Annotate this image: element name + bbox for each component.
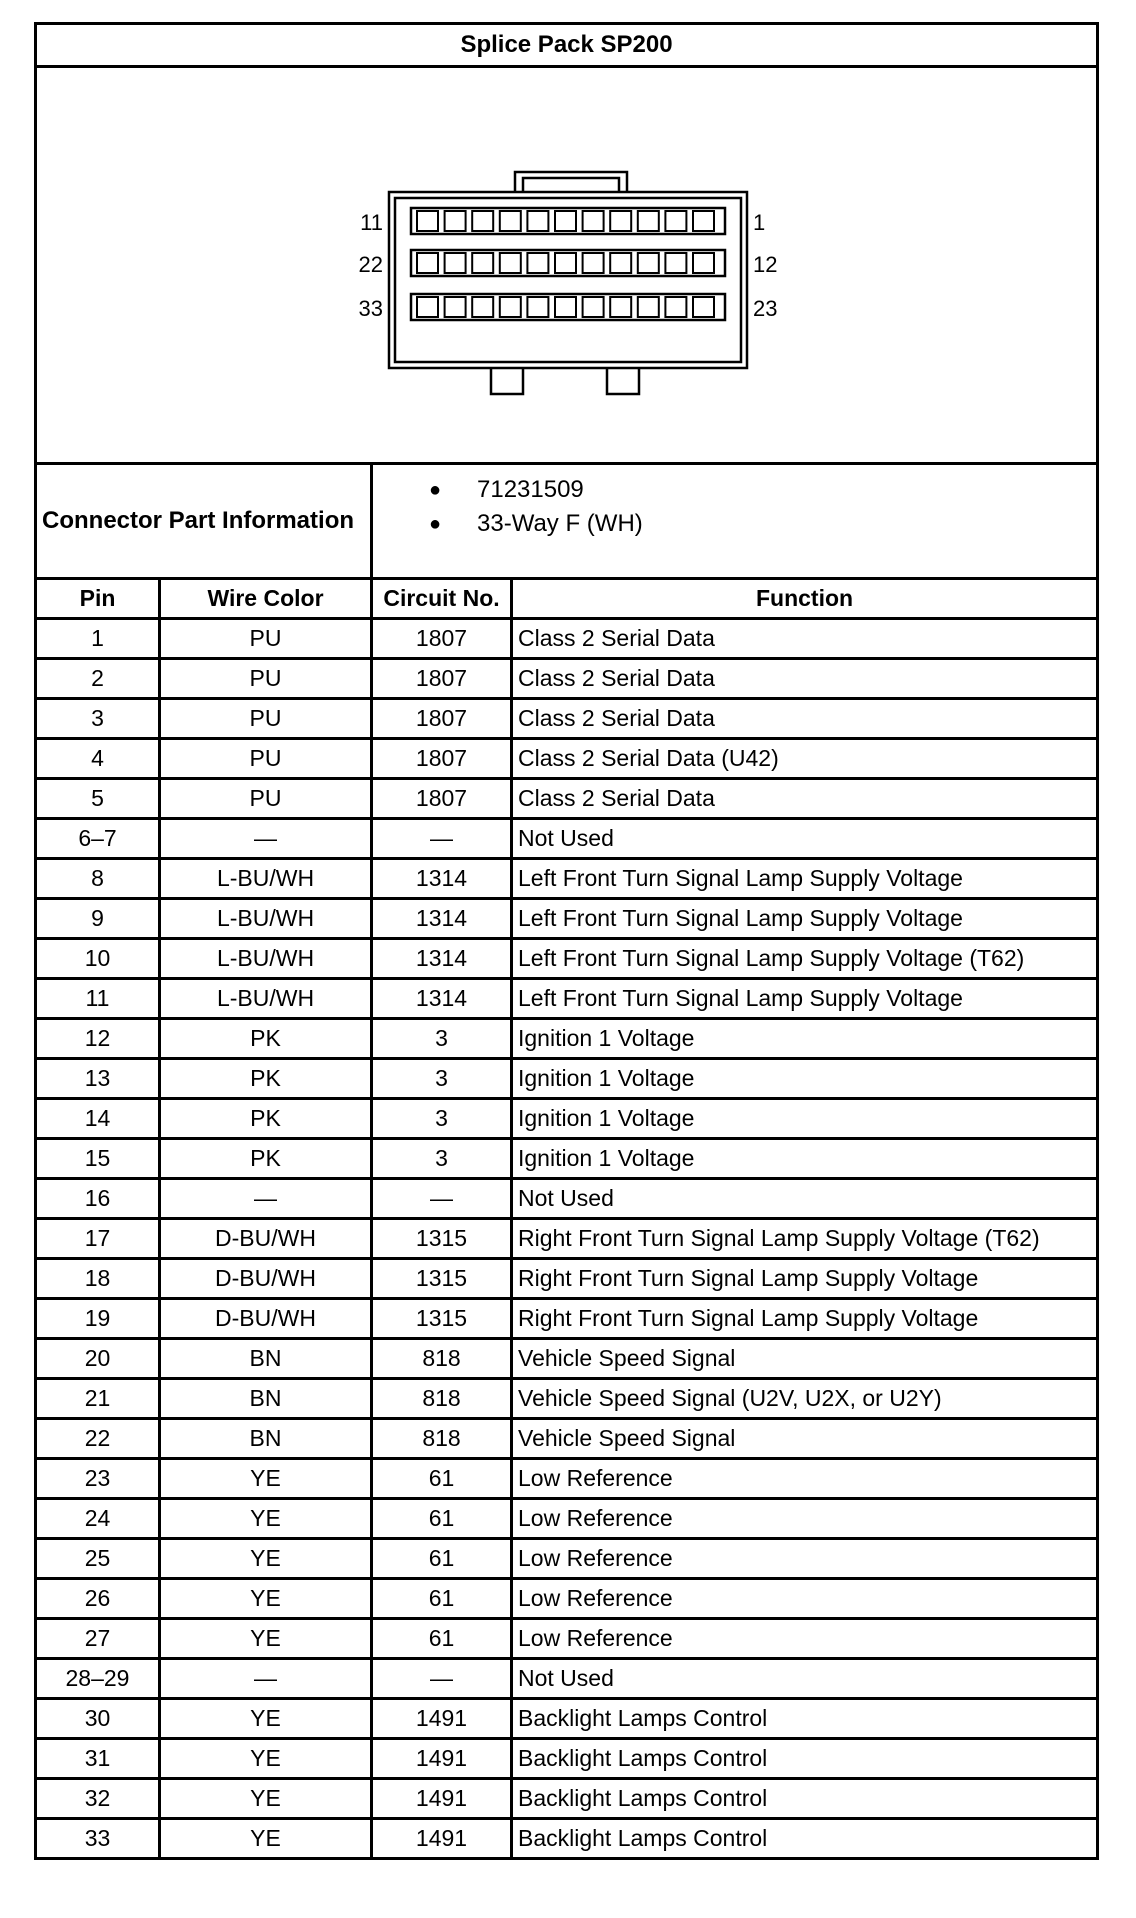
circuit-no-cell: 3 bbox=[372, 1139, 512, 1179]
circuit-no-cell: 1315 bbox=[372, 1219, 512, 1259]
wire-color-cell: L-BU/WH bbox=[160, 939, 372, 979]
connector-cavity bbox=[610, 253, 631, 273]
table-row bbox=[36, 699, 1098, 739]
function-cell: Low Reference bbox=[512, 1499, 1098, 1539]
connector-face-drawing bbox=[37, 68, 1093, 462]
table-row bbox=[36, 899, 1098, 939]
circuit-no-cell: 1807 bbox=[372, 779, 512, 819]
table-row bbox=[36, 1379, 1098, 1419]
function-cell: Vehicle Speed Signal (U2V, U2X, or U2Y) bbox=[512, 1379, 1098, 1419]
function-cell: Class 2 Serial Data bbox=[512, 779, 1098, 819]
wire-color-cell: YE bbox=[160, 1539, 372, 1579]
function-cell: Left Front Turn Signal Lamp Supply Voltage bbox=[512, 859, 1098, 899]
table-row bbox=[36, 1699, 1098, 1739]
function-cell: Not Used bbox=[512, 819, 1098, 859]
function-cell: Vehicle Speed Signal bbox=[512, 1339, 1098, 1379]
wire-color-cell: YE bbox=[160, 1579, 372, 1619]
pin-cell: 27 bbox=[36, 1619, 160, 1659]
table-row bbox=[36, 739, 1098, 779]
connector-cavity bbox=[417, 211, 438, 231]
column-header-circuit-no: Circuit No. bbox=[372, 579, 512, 619]
wire-color-cell: PU bbox=[160, 739, 372, 779]
function-cell: Ignition 1 Voltage bbox=[512, 1059, 1098, 1099]
connector-cavity bbox=[445, 211, 466, 231]
connector-cavity bbox=[693, 297, 714, 317]
circuit-no-cell: 1491 bbox=[372, 1819, 512, 1859]
function-cell: Backlight Lamps Control bbox=[512, 1739, 1098, 1779]
pin-cell: 1 bbox=[36, 619, 160, 659]
pin-cell: 8 bbox=[36, 859, 160, 899]
connector-part-info-text: 33-Way F (WH) bbox=[477, 510, 643, 537]
table-row bbox=[36, 1139, 1098, 1179]
wire-color-cell: YE bbox=[160, 1459, 372, 1499]
wire-color-cell: D-BU/WH bbox=[160, 1219, 372, 1259]
table-row bbox=[36, 1619, 1098, 1659]
wire-color-cell: L-BU/WH bbox=[160, 899, 372, 939]
pin-cell: 20 bbox=[36, 1339, 160, 1379]
pin-cell: 22 bbox=[36, 1419, 160, 1459]
function-cell: Left Front Turn Signal Lamp Supply Voltage (T62) bbox=[512, 939, 1098, 979]
page-title: Splice Pack SP200 bbox=[36, 24, 1098, 67]
table-row bbox=[36, 1539, 1098, 1579]
row2-left-label: 22 bbox=[358, 252, 383, 277]
connector-part-info-item bbox=[373, 507, 1096, 541]
wire-color-cell: — bbox=[160, 819, 372, 859]
row3-right-label: 23 bbox=[753, 296, 778, 321]
circuit-no-cell: 3 bbox=[372, 1059, 512, 1099]
column-header-wire-color: Wire Color bbox=[160, 579, 372, 619]
connector-cavity bbox=[610, 211, 631, 231]
connector-cavity bbox=[638, 297, 659, 317]
pin-cell: 4 bbox=[36, 739, 160, 779]
circuit-no-cell: 1315 bbox=[372, 1259, 512, 1299]
wire-color-cell: YE bbox=[160, 1779, 372, 1819]
table-row bbox=[36, 619, 1098, 659]
circuit-no-cell: 818 bbox=[372, 1339, 512, 1379]
wire-color-cell: — bbox=[160, 1179, 372, 1219]
wire-color-cell: PU bbox=[160, 779, 372, 819]
function-cell: Low Reference bbox=[512, 1459, 1098, 1499]
connector-cavity bbox=[417, 253, 438, 273]
pin-cell: 10 bbox=[36, 939, 160, 979]
column-header-pin: Pin bbox=[36, 579, 160, 619]
circuit-no-cell: 1491 bbox=[372, 1699, 512, 1739]
wire-color-cell: D-BU/WH bbox=[160, 1299, 372, 1339]
function-cell: Right Front Turn Signal Lamp Supply Voltage (T62) bbox=[512, 1219, 1098, 1259]
table-row bbox=[36, 1499, 1098, 1539]
circuit-no-cell: 61 bbox=[372, 1459, 512, 1499]
pin-cell: 31 bbox=[36, 1739, 160, 1779]
connector-cavity bbox=[665, 211, 686, 231]
table-row bbox=[36, 1779, 1098, 1819]
circuit-no-cell: 61 bbox=[372, 1619, 512, 1659]
function-cell: Low Reference bbox=[512, 1619, 1098, 1659]
row1-left-label: 11 bbox=[360, 210, 383, 235]
function-cell: Backlight Lamps Control bbox=[512, 1699, 1098, 1739]
pin-cell: 33 bbox=[36, 1819, 160, 1859]
wire-color-cell: PK bbox=[160, 1059, 372, 1099]
table-row bbox=[36, 659, 1098, 699]
connector-cavity bbox=[583, 253, 604, 273]
table-header bbox=[36, 579, 1098, 619]
pin-cell: 25 bbox=[36, 1539, 160, 1579]
table-row bbox=[36, 819, 1098, 859]
connector-cavity bbox=[583, 297, 604, 317]
connector-cavity bbox=[472, 253, 493, 273]
circuit-no-cell: 1314 bbox=[372, 899, 512, 939]
circuit-no-cell: — bbox=[372, 819, 512, 859]
function-cell: Left Front Turn Signal Lamp Supply Voltage bbox=[512, 979, 1098, 1019]
bullet-icon: ● bbox=[429, 479, 442, 501]
connector-cavity bbox=[665, 253, 686, 273]
function-cell: Backlight Lamps Control bbox=[512, 1819, 1098, 1859]
function-cell: Ignition 1 Voltage bbox=[512, 1099, 1098, 1139]
pin-cell: 9 bbox=[36, 899, 160, 939]
table-row bbox=[36, 1019, 1098, 1059]
pin-cell: 16 bbox=[36, 1179, 160, 1219]
pin-cell: 5 bbox=[36, 779, 160, 819]
pin-cell: 13 bbox=[36, 1059, 160, 1099]
circuit-no-cell: 1491 bbox=[372, 1739, 512, 1779]
function-cell: Class 2 Serial Data bbox=[512, 699, 1098, 739]
pin-cell: 32 bbox=[36, 1779, 160, 1819]
connector-cavity bbox=[445, 253, 466, 273]
circuit-no-cell: 1807 bbox=[372, 619, 512, 659]
pin-cell: 21 bbox=[36, 1379, 160, 1419]
bullet-icon: ● bbox=[429, 513, 442, 535]
connector-cavity bbox=[555, 211, 576, 231]
pin-cell: 24 bbox=[36, 1499, 160, 1539]
pin-cell: 12 bbox=[36, 1019, 160, 1059]
connector-cavity bbox=[693, 211, 714, 231]
table-row bbox=[36, 1579, 1098, 1619]
circuit-no-cell: 1315 bbox=[372, 1299, 512, 1339]
circuit-no-cell: 818 bbox=[372, 1419, 512, 1459]
connector-cavity bbox=[500, 297, 521, 317]
pin-cell: 11 bbox=[36, 979, 160, 1019]
circuit-no-cell: 1314 bbox=[372, 939, 512, 979]
table-row bbox=[36, 1819, 1098, 1859]
connector-cavity bbox=[638, 253, 659, 273]
wire-color-cell: BN bbox=[160, 1379, 372, 1419]
function-cell: Class 2 Serial Data (U42) bbox=[512, 739, 1098, 779]
connector-cavity bbox=[445, 297, 466, 317]
connector-sheet bbox=[34, 22, 1096, 1860]
function-cell: Not Used bbox=[512, 1659, 1098, 1699]
table-row bbox=[36, 979, 1098, 1019]
connector-cavity bbox=[500, 211, 521, 231]
wire-color-cell: BN bbox=[160, 1339, 372, 1379]
function-cell: Left Front Turn Signal Lamp Supply Voltage bbox=[512, 899, 1098, 939]
connector-part-info-item bbox=[373, 473, 1096, 507]
function-cell: Right Front Turn Signal Lamp Supply Voltage bbox=[512, 1259, 1098, 1299]
wire-color-cell: YE bbox=[160, 1699, 372, 1739]
function-cell: Class 2 Serial Data bbox=[512, 619, 1098, 659]
connector-cavity bbox=[638, 211, 659, 231]
pin-cell: 23 bbox=[36, 1459, 160, 1499]
connector-cavity bbox=[472, 211, 493, 231]
function-cell: Ignition 1 Voltage bbox=[512, 1139, 1098, 1179]
table-row bbox=[36, 779, 1098, 819]
pin-cell: 2 bbox=[36, 659, 160, 699]
circuit-no-cell: 61 bbox=[372, 1499, 512, 1539]
pin-cell: 17 bbox=[36, 1219, 160, 1259]
connector-cavity bbox=[583, 211, 604, 231]
pin-cell: 30 bbox=[36, 1699, 160, 1739]
pin-cell: 18 bbox=[36, 1259, 160, 1299]
table-row bbox=[36, 1339, 1098, 1379]
pin-cell: 6–7 bbox=[36, 819, 160, 859]
table-row bbox=[36, 1099, 1098, 1139]
table-row bbox=[36, 1059, 1098, 1099]
circuit-no-cell: — bbox=[372, 1659, 512, 1699]
row2-right-label: 12 bbox=[753, 252, 778, 277]
pin-cell: 14 bbox=[36, 1099, 160, 1139]
wire-color-cell: YE bbox=[160, 1739, 372, 1779]
connector-cavity bbox=[527, 211, 548, 231]
row1-right-label: 1 bbox=[753, 210, 766, 235]
circuit-no-cell: 1807 bbox=[372, 659, 512, 699]
connector-cavity bbox=[527, 297, 548, 317]
pin-cell: 15 bbox=[36, 1139, 160, 1179]
connector-cavity bbox=[472, 297, 493, 317]
connector-table bbox=[34, 22, 1099, 1860]
wire-color-cell: PK bbox=[160, 1139, 372, 1179]
circuit-no-cell: 61 bbox=[372, 1539, 512, 1579]
table-row bbox=[36, 1299, 1098, 1339]
circuit-no-cell: 1807 bbox=[372, 699, 512, 739]
wire-color-cell: YE bbox=[160, 1819, 372, 1859]
pin-cell: 3 bbox=[36, 699, 160, 739]
table-row bbox=[36, 1219, 1098, 1259]
pin-cell: 28–29 bbox=[36, 1659, 160, 1699]
function-cell: Class 2 Serial Data bbox=[512, 659, 1098, 699]
circuit-no-cell: 3 bbox=[372, 1099, 512, 1139]
wire-color-cell: L-BU/WH bbox=[160, 859, 372, 899]
connector-cavity bbox=[500, 253, 521, 273]
row3-left-label: 33 bbox=[358, 296, 383, 321]
pin-cell: 19 bbox=[36, 1299, 160, 1339]
circuit-no-cell: 1314 bbox=[372, 859, 512, 899]
connector-cavity bbox=[527, 253, 548, 273]
circuit-no-cell: 818 bbox=[372, 1379, 512, 1419]
function-cell: Vehicle Speed Signal bbox=[512, 1419, 1098, 1459]
circuit-no-cell: — bbox=[372, 1179, 512, 1219]
table-row bbox=[36, 939, 1098, 979]
table-row bbox=[36, 1259, 1098, 1299]
circuit-no-cell: 1807 bbox=[372, 739, 512, 779]
function-cell: Low Reference bbox=[512, 1539, 1098, 1579]
wire-color-cell: YE bbox=[160, 1619, 372, 1659]
wire-color-cell: PU bbox=[160, 699, 372, 739]
wire-color-cell: PU bbox=[160, 619, 372, 659]
table-row bbox=[36, 1179, 1098, 1219]
wire-color-cell: PK bbox=[160, 1019, 372, 1059]
table-row bbox=[36, 1419, 1098, 1459]
table-row bbox=[36, 1739, 1098, 1779]
wire-color-cell: L-BU/WH bbox=[160, 979, 372, 1019]
wire-color-cell: YE bbox=[160, 1499, 372, 1539]
wire-color-cell: — bbox=[160, 1659, 372, 1699]
connector-cavity bbox=[665, 297, 686, 317]
connector-cavity bbox=[610, 297, 631, 317]
table-row bbox=[36, 859, 1098, 899]
connector-cavity bbox=[693, 253, 714, 273]
table-row bbox=[36, 1459, 1098, 1499]
function-cell: Low Reference bbox=[512, 1579, 1098, 1619]
connector-cavity bbox=[555, 253, 576, 273]
function-cell: Right Front Turn Signal Lamp Supply Voltage bbox=[512, 1299, 1098, 1339]
column-header-function: Function bbox=[512, 579, 1098, 619]
connector-part-info-text: 71231509 bbox=[477, 476, 584, 503]
table-row bbox=[36, 1659, 1098, 1699]
circuit-no-cell: 3 bbox=[372, 1019, 512, 1059]
circuit-no-cell: 1314 bbox=[372, 979, 512, 1019]
function-cell: Backlight Lamps Control bbox=[512, 1779, 1098, 1819]
connector-diagram bbox=[36, 67, 1098, 464]
connector-part-info-list bbox=[372, 464, 1098, 579]
connector-part-info-label: Connector Part Information bbox=[36, 464, 372, 579]
function-cell: Ignition 1 Voltage bbox=[512, 1019, 1098, 1059]
wire-color-cell: D-BU/WH bbox=[160, 1259, 372, 1299]
wire-color-cell: BN bbox=[160, 1419, 372, 1459]
connector-cavity bbox=[417, 297, 438, 317]
connector-cavity bbox=[555, 297, 576, 317]
wire-color-cell: PK bbox=[160, 1099, 372, 1139]
function-cell: Not Used bbox=[512, 1179, 1098, 1219]
pin-cell: 26 bbox=[36, 1579, 160, 1619]
circuit-no-cell: 1491 bbox=[372, 1779, 512, 1819]
wire-color-cell: PU bbox=[160, 659, 372, 699]
circuit-no-cell: 61 bbox=[372, 1579, 512, 1619]
